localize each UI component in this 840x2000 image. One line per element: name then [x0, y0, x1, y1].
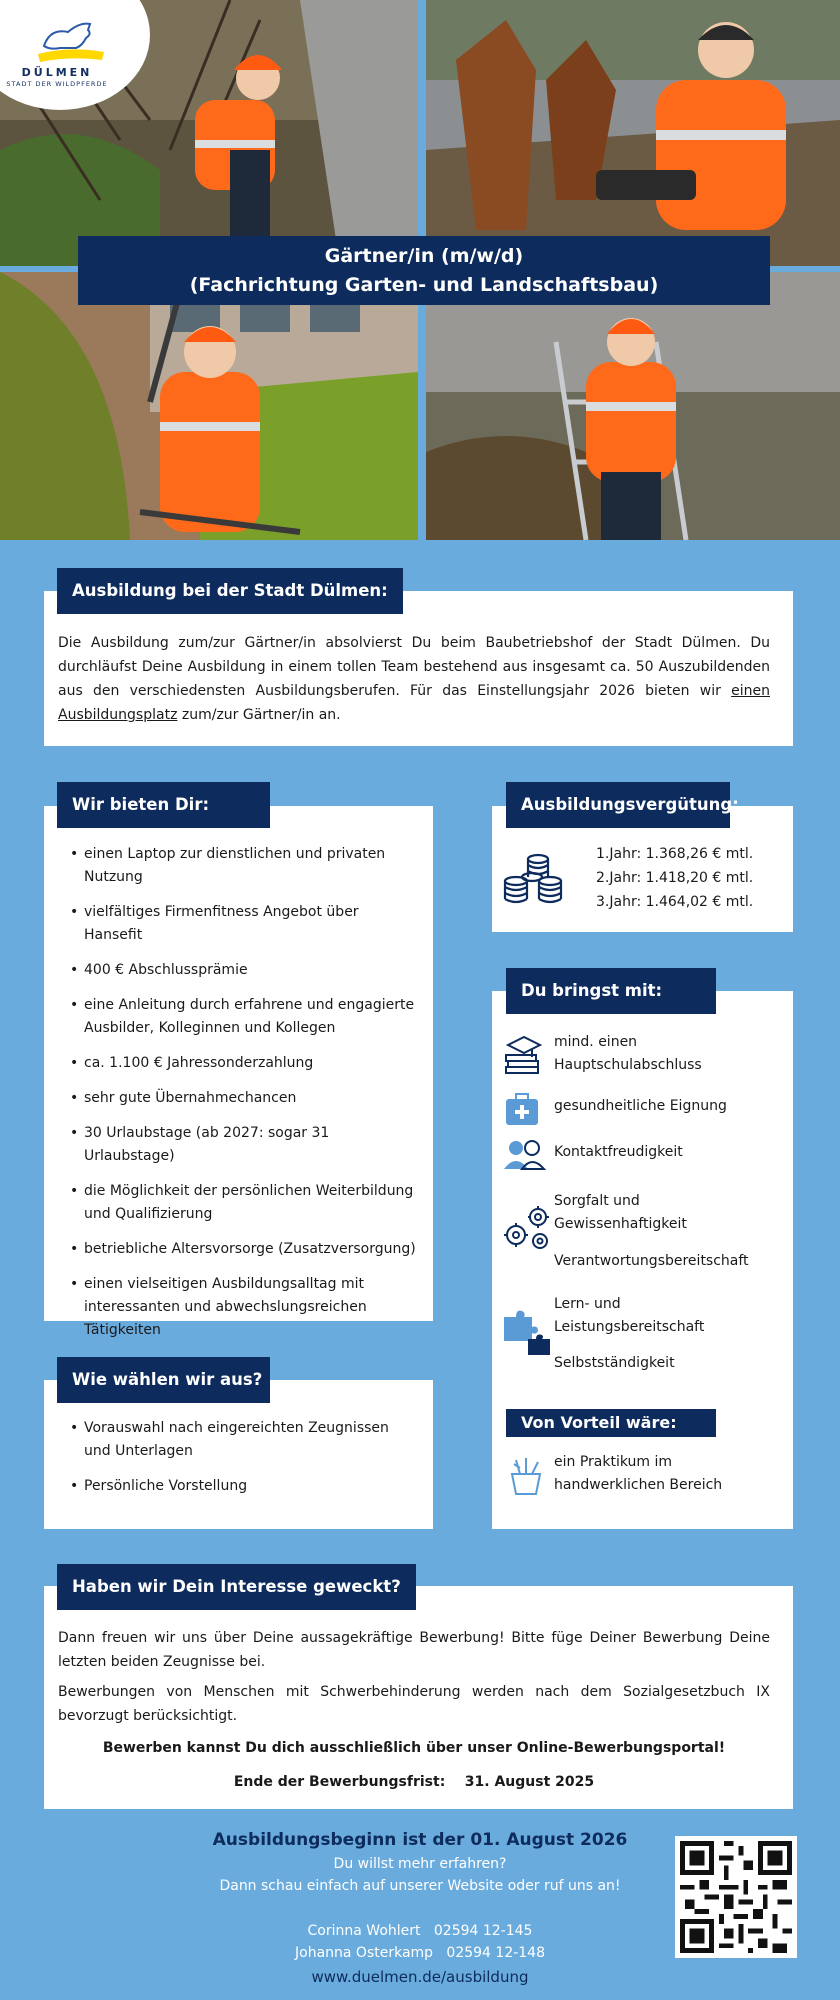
list-item: • die Möglichkeit der persönlichen Weiterbildung und Qualifizierung	[68, 1180, 418, 1226]
intro-text	[58, 631, 770, 727]
advantage-text: ein Praktikum im handwerklichen Bereich	[554, 1454, 723, 1493]
contact-2-name: Johanna Osterkamp	[295, 1945, 434, 1961]
req-responsibility: Verantwortungsbereitschaft	[554, 1253, 749, 1269]
advantage-heading: Von Vorteil wäre:	[506, 1409, 716, 1437]
req-independence: Selbstständigkeit	[554, 1355, 675, 1371]
offer-list	[68, 843, 418, 1354]
photo-gardener-trimmer	[426, 0, 840, 266]
books-icon	[502, 1031, 546, 1075]
requirements-heading: Du bringst mit:	[506, 968, 716, 1014]
req-health: gesundheitliche Eignung	[554, 1098, 727, 1114]
intro-heading: Ausbildung bei der Stadt Dülmen:	[57, 568, 403, 614]
list-item: • vielfältiges Firmenfitness Angebot über Hansefit	[68, 901, 418, 947]
deadline-label: Ende der Bewerbungsfrist:	[233, 1774, 446, 1790]
qr-code-icon[interactable]	[675, 1836, 797, 1958]
offer-card	[44, 806, 433, 1338]
contact-1-phone[interactable]: 02594 12-145	[433, 1923, 533, 1939]
list-item: • Vorauswahl nach eingereichten Zeugnissen und Unterlagen	[68, 1417, 418, 1463]
intro-text-a: Die Ausbildung zum/zur Gärtner/in absolvierst Du beim Baubetriebshof der Stadt Dülmen. Du durchläufst Deine Ausbildung in einem tollen Team bestehend aus insgesamt ca. 50 Auszubildenden aus den verschiedensten Ausbildungsberufen. Für das Einstellungsjahr 2026 bieten wir	[58, 635, 770, 699]
apprenticeship-link[interactable]: einen Ausbildungsplatz	[58, 683, 770, 723]
application-text-2: Bewerbungen von Menschen mit Schwerbehinderung werden nach dem Sozialgesetzbuch IX bevorzugt berücksichtigt.	[58, 1684, 770, 1724]
list-item: • sehr gute Übernahmechancen	[68, 1087, 418, 1110]
req-school: mind. einen Hauptschulabschluss	[554, 1034, 702, 1073]
portal-notice: Bewerben kannst Du dich ausschließlich über unser Online-Bewerbungsportal!	[102, 1740, 726, 1756]
website-link[interactable]: www.duelmen.de/ausbildung	[311, 1968, 529, 1986]
requirements-card	[492, 991, 793, 1529]
intro-text-b: zum/zur Gärtner/in an.	[177, 707, 341, 723]
pay-year-1: 1.Jahr: 1.368,26 € mtl.	[596, 846, 754, 862]
selection-list	[68, 1417, 418, 1510]
logo-tagline: STADT DER WILDPFERDE	[6, 80, 108, 88]
req-contact: Kontaktfreudigkeit	[554, 1144, 683, 1160]
more-info-line1: Du willst mehr erfahren?	[333, 1856, 507, 1872]
wild-horse-logo-icon	[30, 16, 110, 64]
people-icon	[502, 1139, 546, 1171]
pay-list	[596, 842, 786, 914]
more-info-line2: Dann schau einfach auf unserer Website oder ruf uns an!	[219, 1878, 621, 1894]
application-heading: Haben wir Dein Interesse geweckt?	[57, 1564, 416, 1610]
tools-cup-icon	[506, 1456, 546, 1496]
job-title	[78, 236, 770, 305]
req-learning: Lern- und Leistungsbereitschaft	[554, 1296, 705, 1335]
training-start: Ausbildungsbeginn ist der 01. August 2026	[212, 1830, 628, 1850]
list-item: • einen vielseitigen Ausbildungsalltag mit interessanten und abwechslungsreichen Tätigkeiten	[68, 1273, 418, 1342]
pay-year-3: 3.Jahr: 1.464,02 € mtl.	[596, 894, 754, 910]
coins-icon	[502, 851, 568, 907]
deadline-date: 31. August 2025	[464, 1774, 595, 1790]
selection-heading: Wie wählen wir aus?	[57, 1357, 270, 1403]
list-item: • 400 € Abschlussprämie	[68, 959, 418, 982]
list-item: • ca. 1.100 € Jahressonderzahlung	[68, 1052, 418, 1075]
pay-heading: Ausbildungsvergütung:	[506, 782, 730, 828]
contact-1-name: Corinna Wohlert	[307, 1923, 421, 1939]
pay-year-2: 2.Jahr: 1.418,20 € mtl.	[596, 870, 754, 886]
list-item: • einen Laptop zur dienstlichen und privaten Nutzung	[68, 843, 418, 889]
logo-name: DÜLMEN	[21, 66, 93, 79]
application-card	[44, 1586, 793, 1809]
deadline	[58, 1770, 770, 1794]
list-item: • eine Anleitung durch erfahrene und engagierte Ausbilder, Kolleginnen und Kollegen	[68, 994, 418, 1040]
job-title-line2: (Fachrichtung Garten- und Landschaftsbau)	[189, 274, 659, 296]
offer-heading: Wir bieten Dir:	[57, 782, 270, 828]
list-item: • betriebliche Altersvorsorge (Zusatzversorgung)	[68, 1238, 418, 1261]
req-care: Sorgfalt und Gewissenhaftigkeit	[554, 1193, 687, 1232]
photo-gardener-brushcutter	[0, 272, 418, 540]
puzzle-icon	[502, 1307, 554, 1359]
job-title-line1: Gärtner/in (m/w/d)	[324, 245, 524, 267]
first-aid-icon	[504, 1091, 540, 1127]
gears-icon	[502, 1203, 552, 1253]
photo-gardener-ladder	[426, 272, 840, 540]
list-item: • 30 Urlaubstage (ab 2027: sogar 31 Urlaubstage)	[68, 1122, 418, 1168]
list-item: • Persönliche Vorstellung	[68, 1475, 418, 1498]
application-text-1: Dann freuen wir uns über Deine aussagekräftige Bewerbung! Bitte füge Deiner Bewerbung Deine letzten beiden Zeugnisse bei.	[58, 1630, 770, 1670]
intro-card	[44, 591, 793, 746]
contact-2-phone[interactable]: 02594 12-148	[446, 1945, 545, 1961]
